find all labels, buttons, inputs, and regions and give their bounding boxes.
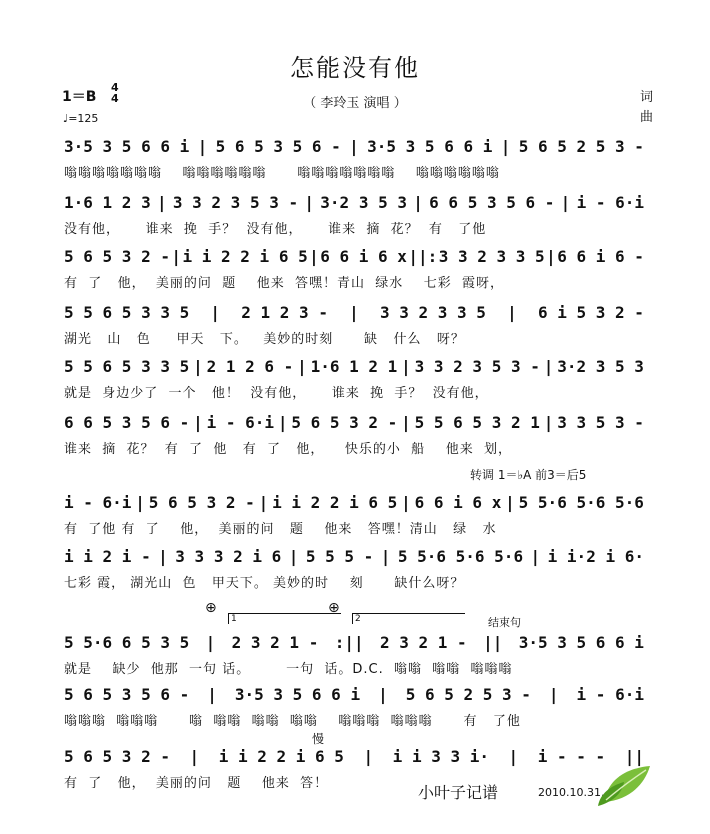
measure: 5 6 5 3 2 -	[291, 412, 398, 432]
measure: 3·5 3 5 6 6 i	[367, 136, 493, 156]
measure: 5 6 5 3 5 6 -	[64, 684, 190, 704]
date-label: 2010.10.31.	[538, 786, 605, 799]
lyrics-line: 有 了 他， 美丽的问 题 他来 答嘿！青山 绿水 七彩 霞呀，	[64, 276, 505, 291]
lyrics-line: 嗡嗡嗡 嗡嗡嗡 嗡 嗡嗡 嗡嗡 嗡嗡 嗡嗡嗡 嗡嗡嗡 有 了他	[64, 714, 521, 729]
bar-line: ||	[624, 746, 644, 766]
singer-credit: （ 李玲玉 演唱 ）	[303, 96, 407, 111]
lyrics-line: 没有他， 谁来 挽 手？ 没有他， 谁来 摘 花？ 有 了他	[64, 222, 487, 237]
notation-line	[64, 352, 644, 380]
measure: i i 2 2 i 6 5	[218, 746, 344, 766]
bar-line: |	[309, 246, 319, 266]
measure: 6 6 i 6 x	[320, 246, 407, 266]
bar-line: |	[156, 192, 167, 212]
measure: 6 6 5 3 5 6 -	[429, 192, 555, 212]
notation-line	[64, 298, 644, 326]
measure: 5 5·6 5·6 5·6	[397, 546, 524, 566]
measure: 3 3 2 3 3 5	[379, 302, 486, 322]
bar-line: ||	[483, 632, 503, 652]
measure: 3·2 3 5 3	[320, 192, 407, 212]
time-sig-bottom: 4	[111, 92, 119, 105]
measure: 6 6 i 6 -	[557, 246, 644, 266]
measure: 6 6 i 6 x	[414, 492, 502, 512]
volta-2: 2	[352, 613, 465, 624]
bar-line: |	[210, 302, 221, 322]
lyrics-line: 有 了他 有 了 他， 美丽的问 题 他来 答嘿！清山 绿 水	[64, 522, 497, 537]
measure: i - 6·i	[64, 492, 132, 512]
bar-line: |	[197, 136, 208, 156]
lyricist-label: 词	[640, 90, 654, 105]
measure: 3·5 3 5 6 6 i	[64, 136, 190, 156]
measure: 1·6 1 2 3	[64, 192, 151, 212]
tempo-mark: ♩=125	[63, 112, 99, 125]
lyrics-line: 七彩 霞， 湖光山 色 甲天下。 美妙的时 刻 缺什么呀？	[64, 576, 465, 591]
bar-line: |	[207, 684, 217, 704]
measure: 3 3 2 3 5 3 -	[414, 356, 540, 376]
bar-line: |	[401, 492, 411, 512]
measure: 5 6 5 3 2 -	[64, 246, 170, 266]
lyrics-line: 就是 缺少 他那 一句 话。 一句 话。D.C. 嗡嗡 嗡嗡 嗡嗡嗡	[64, 662, 513, 677]
measure: 5 5 6 5 3 3 5	[64, 356, 190, 376]
measure: i i·2 i 6·	[547, 546, 644, 566]
modulation-note: 转调 1＝♭A 前3＝后5	[470, 468, 587, 482]
measure: 5 5·6 5·6 5·6	[518, 492, 644, 512]
measure: 5 5 6 5 3 2 1	[414, 412, 540, 432]
bar-line: |	[401, 412, 411, 432]
measure: 2 3 2 1 -	[379, 632, 467, 652]
credits	[640, 88, 653, 128]
bar-line: |	[505, 492, 515, 512]
measure: i i 2 i -	[64, 546, 151, 566]
notation-line	[64, 680, 644, 708]
bar-line: |	[304, 192, 315, 212]
measure: 5 5·6 6 5 3 5	[64, 632, 190, 652]
bar-line: |	[507, 302, 517, 322]
measure: 3 3 3 2 i 6	[175, 546, 282, 566]
notation-line	[64, 408, 644, 436]
measure: i - - -	[537, 746, 606, 766]
lyrics-line: 嗡嗡嗡嗡嗡嗡嗡 嗡嗡嗡嗡嗡嗡 嗡嗡嗡嗡嗡嗡嗡 嗡嗡嗡嗡嗡嗡	[64, 166, 500, 181]
bar-line: |	[380, 546, 391, 566]
transcriber-signature: 小叶子记谱	[418, 783, 499, 802]
lyrics-line: 湖光 山 色 甲天 下。 美妙的时刻 缺 什么 呀？	[64, 332, 465, 347]
measure: 5 6 5 3 2 -	[64, 746, 170, 766]
measure: 6 i 5 3 2 -	[537, 302, 644, 322]
tempo-slow-label: 慢	[312, 732, 325, 746]
bar-line: |	[363, 746, 374, 766]
bar-line: |	[543, 412, 554, 432]
time-signature	[111, 82, 119, 104]
bar-line: |	[189, 746, 200, 766]
notation-line	[64, 132, 644, 160]
measure: 5 6 5 3 5 6 -	[215, 136, 341, 156]
bar-line: |	[500, 136, 511, 156]
notation-line	[64, 242, 644, 270]
bar-line: |	[349, 302, 359, 322]
bar-line: |	[171, 246, 182, 266]
bar-line: :||	[334, 632, 364, 652]
leaf-icon	[594, 760, 654, 808]
measure: 3 3 5 3 -	[557, 412, 644, 432]
measure: i i 3 3 i·	[392, 746, 489, 766]
measure: 1·6 1 2 1	[310, 356, 398, 376]
bar-line: |	[378, 684, 388, 704]
bar-line: |	[193, 412, 203, 432]
notation-line	[64, 628, 644, 656]
time-sig-top: 4	[111, 81, 119, 94]
coda-symbol: ⊕	[328, 600, 340, 616]
bar-line: |	[158, 546, 168, 566]
bar-line: |	[205, 632, 216, 652]
coda-symbol: ⊕	[205, 600, 217, 616]
measure: 5 5 5 -	[305, 546, 374, 566]
measure: 5 5 6 5 3 3 5	[64, 302, 190, 322]
volta-1: 1	[228, 613, 341, 624]
measure: 5 6 5 2 5 3 -	[405, 684, 531, 704]
notation-line	[64, 188, 644, 216]
bar-line: |	[277, 412, 288, 432]
bar-line: |	[193, 356, 203, 376]
bar-line: |	[288, 546, 299, 566]
measure: 3·5 3 5 6 6 i	[234, 684, 361, 704]
composer-label: 曲	[640, 110, 654, 125]
lyrics-line: 谁来 摘 花？ 有 了 他 有 了 他， 快乐的小 船 他来 划，	[64, 442, 512, 457]
bar-line: |	[560, 192, 571, 212]
bar-line: |	[543, 356, 554, 376]
notation-line	[64, 742, 644, 770]
lyrics-line: 就是 身边少了 一个 他！ 没有他， 谁来 挽 手？ 没有他，	[64, 386, 489, 401]
measure: 2 3 2 1 -	[231, 632, 319, 652]
measure: 3·2 3 5 3	[557, 356, 644, 376]
measure: 2 1 2 6 -	[206, 356, 294, 376]
measure: i - 6·i	[576, 684, 644, 704]
measure: 2 1 2 3 -	[241, 302, 328, 322]
measure: i i 2 2 i 6 5	[182, 246, 308, 266]
bar-line: |	[548, 684, 559, 704]
bar-line: |	[401, 356, 411, 376]
notation-line	[64, 542, 644, 570]
bar-line: |	[258, 492, 269, 512]
measure: i - 6·i	[576, 192, 644, 212]
lyrics-line: 有 了 他， 美丽的问 题 他来 答！	[64, 776, 329, 791]
measure: i i 2 2 i 6 5	[272, 492, 398, 512]
bar-line: |	[508, 746, 519, 766]
notation-line	[64, 488, 644, 516]
measure: 6 6 5 3 5 6 -	[64, 412, 190, 432]
key-signature: 1＝B	[62, 89, 97, 105]
bar-line: ||:	[408, 246, 438, 266]
bar-line: |	[546, 246, 556, 266]
measure: 3·5 3 5 6 6 i	[518, 632, 644, 652]
ending-label: 结束句	[488, 616, 521, 629]
song-title: 怎能没有他	[290, 54, 420, 82]
measure: 3 3 2 3 5 3 -	[172, 192, 299, 212]
bar-line: |	[413, 192, 423, 212]
bar-line: |	[297, 356, 307, 376]
measure: i - 6·i	[206, 412, 274, 432]
bar-line: |	[135, 492, 145, 512]
bar-line: |	[530, 546, 541, 566]
measure: 3 3 2 3 3 5	[438, 246, 545, 266]
measure: 5 6 5 2 5 3 -	[518, 136, 644, 156]
measure: 5 6 5 3 2 -	[148, 492, 255, 512]
bar-line: |	[349, 136, 359, 156]
